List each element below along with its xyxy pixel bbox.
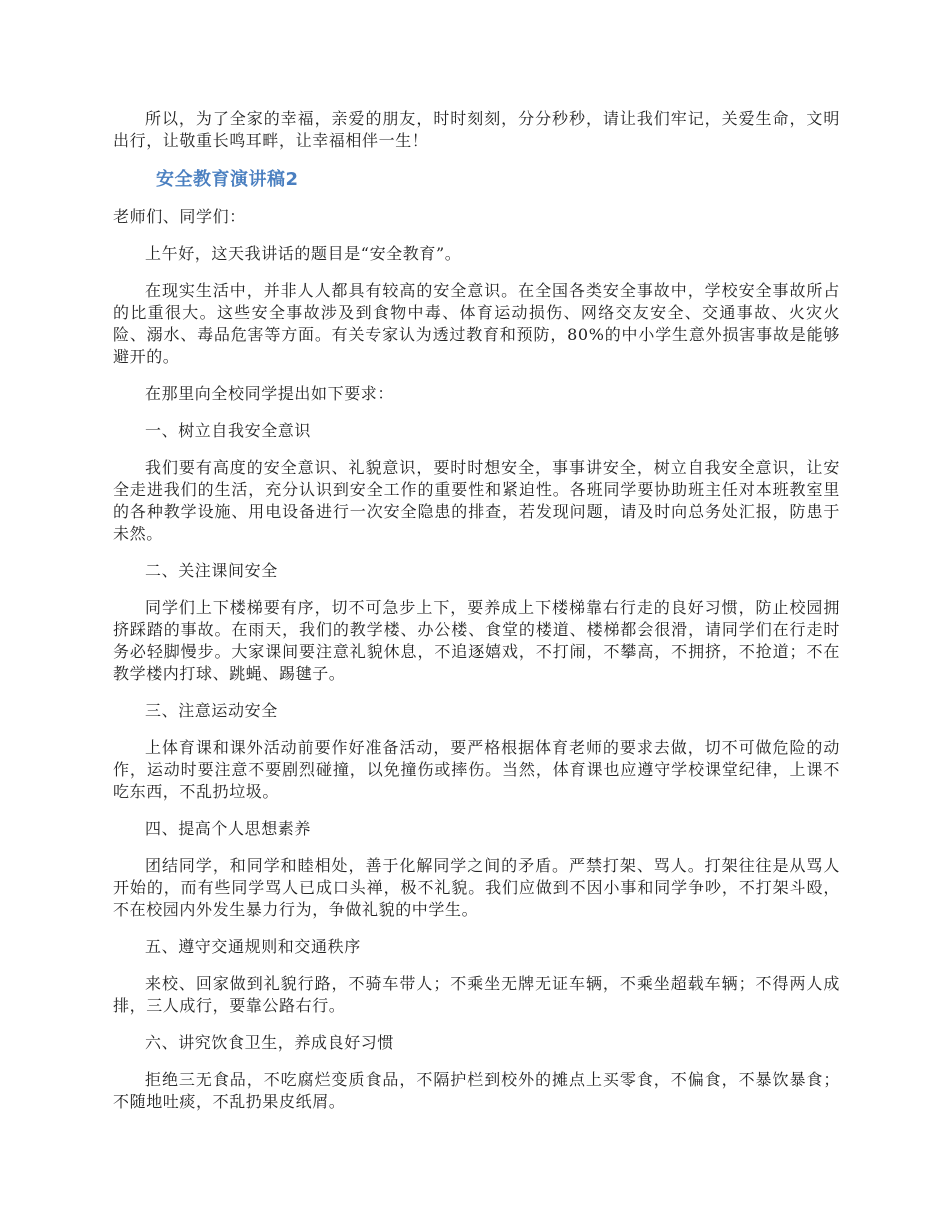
document-heading: 安全教育演讲稿2 (156, 169, 299, 190)
paragraph-context: 在现实生活中，并非人人都具有较高的安全意识。在全国各类安全事故中，学校安全事故所占的比重很大。这些安全事故涉及到食物中毒、体育运动损伤、网络交友安全、交通事故、火灾火险、溺水、毒品危害等方面。有关专家认为透过教育和预防，80%的中小学生意外损害事故是能够避开的。 (113, 281, 840, 366)
section-body: 团结同学，和同学和睦相处，善于化解同学之间的矛盾。严禁打架、骂人。打架往往是从骂人开始的，而有些同学骂人已成口头禅，极不礼貌。我们应做到不因小事和同学争吵，不打架斗殴，不在校园内外发生暴力行为，争做礼貌的中学生。 (113, 856, 840, 919)
section-body: 来校、回家做到礼貌行路，不骑车带人；不乘坐无牌无证车辆，不乘坐超载车辆；不得两人成排，三人成行，要靠公路右行。 (113, 974, 840, 1015)
section-title: 四、提高个人思想素养 (145, 819, 312, 838)
section-body: 我们要有高度的安全意识、礼貌意识，要时时想安全，事事讲安全，树立自我安全意识，让安全走进我们的生活，充分认识到安全工作的重要性和紧迫性。各班同学要协助班主任对本班教室里的各种教学设施、用电设备进行一次安全隐患的排查，若发现问题，请及时向总务处汇报，防患于未然。 (113, 458, 840, 543)
greeting: 老师们、同学们： (113, 207, 246, 226)
section-body: 上体育课和课外活动前要作好准备活动，要严格根据体育老师的要求去做，切不可做危险的动作，运动时要注意不要剧烈碰撞，以免撞伤或摔伤。当然，体育课也应遵守学校课堂纪律，上课不吃东西，不乱扔垃圾。 (113, 738, 840, 801)
section-title: 六、讲究饮食卫生，养成良好习惯 (145, 1033, 395, 1052)
intro-paragraph: 所以，为了全家的幸福，亲爱的朋友，时时刻刻，分分秒秒，请让我们牢记，关爱生命，文明出行，让敬重长鸣耳畔，让幸福相伴一生！ (113, 109, 840, 150)
section-title: 二、关注课间安全 (145, 561, 278, 580)
section-title: 五、遵守交通规则和交通秩序 (145, 937, 361, 956)
section-body: 拒绝三无食品，不吃腐烂变质食品，不隔护栏到校外的摊点上买零食，不偏食，不暴饮暴食；不随地吐痰，不乱扔果皮纸屑。 (113, 1070, 840, 1111)
section-title: 一、树立自我安全意识 (145, 421, 312, 440)
document-page (113, 108, 840, 1128)
paragraph-opening: 上午好，这天我讲话的题目是“安全教育”。 (145, 244, 462, 263)
section-title: 三、注意运动安全 (145, 701, 278, 720)
paragraph-requirements-intro: 在那里向全校同学提出如下要求： (145, 384, 395, 403)
section-body: 同学们上下楼梯要有序，切不可急步上下，要养成上下楼梯靠右行走的良好习惯，防止校园拥挤踩踏的事故。在雨天，我们的教学楼、办公楼、食堂的楼道、楼梯都会很滑，请同学们在行走时务必轻脚慢步。大家课间要注意礼貌休息，不追逐嬉戏，不打闹，不攀高，不拥挤，不抢道；不在教学楼内打球、跳蝇、踢毽子。 (113, 598, 840, 683)
